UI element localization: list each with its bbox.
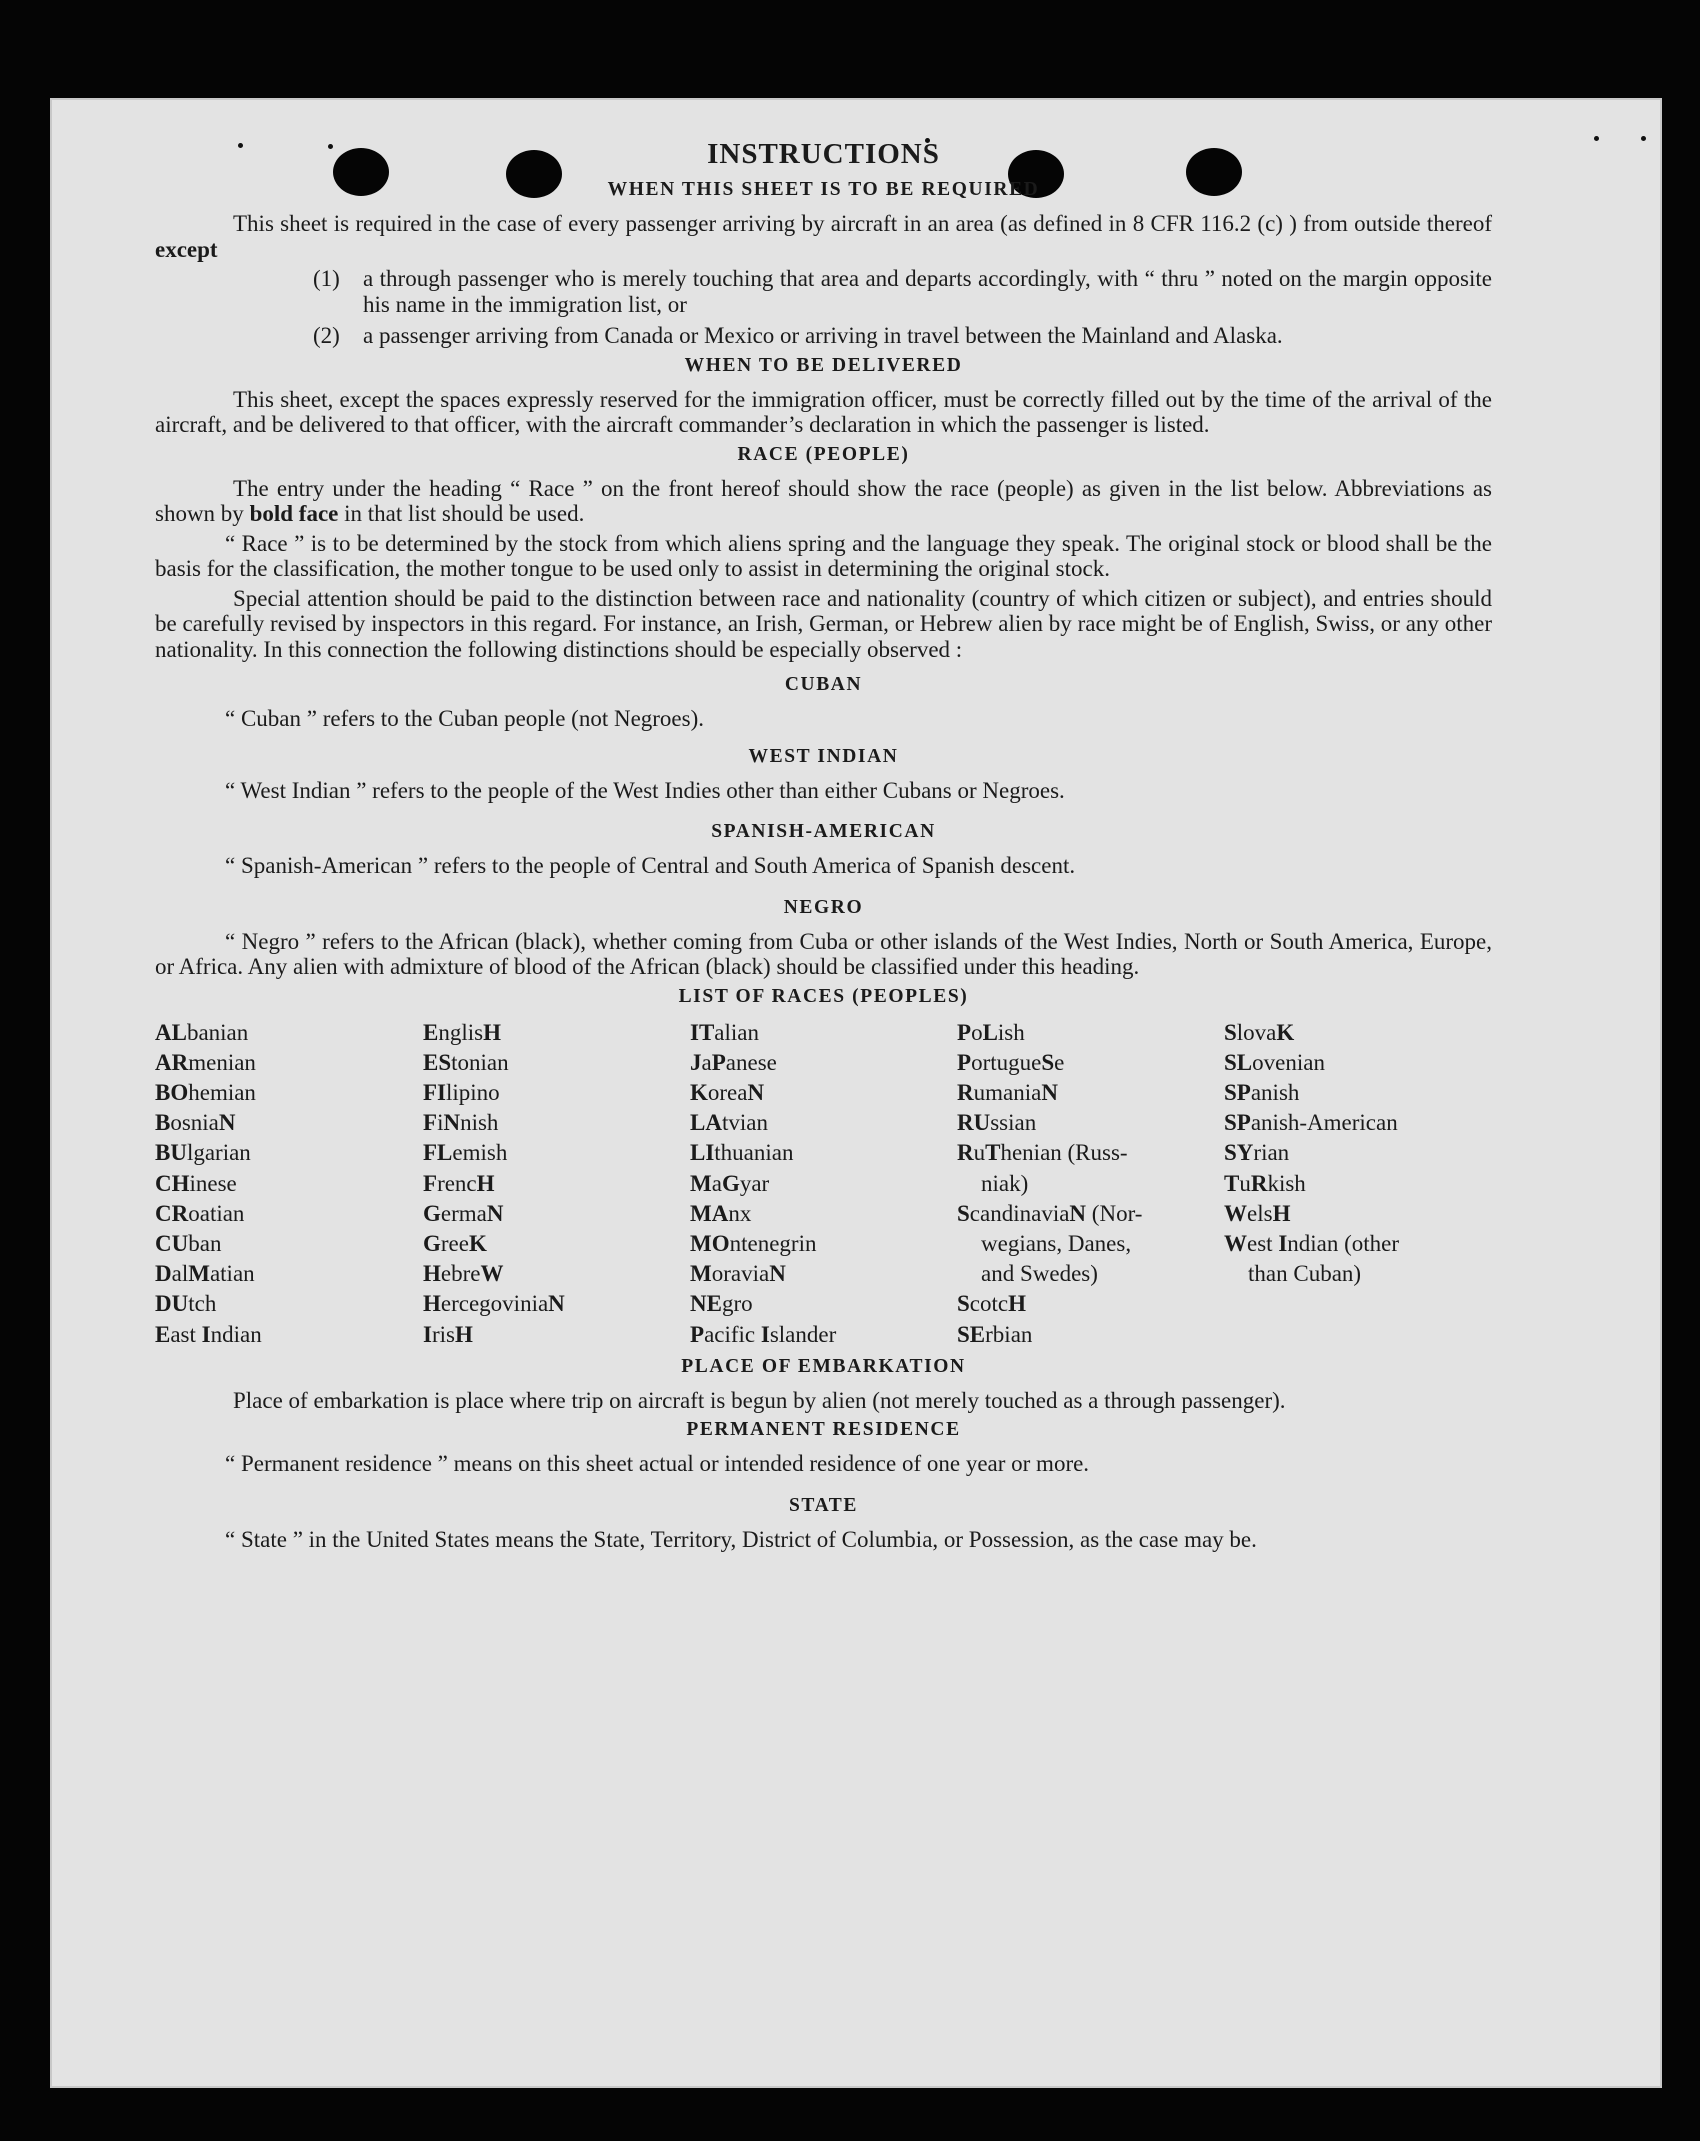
section-heading-negro: NEGRO xyxy=(783,896,864,918)
race-entry: EStonian xyxy=(423,1049,509,1075)
race-entry: WelsH xyxy=(1224,1200,1291,1226)
race-entry: KoreaN xyxy=(690,1079,765,1105)
race-entry: ARmenian xyxy=(155,1049,256,1075)
race-entry: SLovenian xyxy=(1224,1049,1325,1075)
race-entry: BOhemian xyxy=(155,1079,256,1105)
race-paragraph-2: “ Race ” is to be determined by the stock from which aliens spring and the language they speak. The original stock or blood shall be the basis for the classification, the mother tongue to be used only to assist in determining the original stock. xyxy=(155,530,1492,581)
race-entry: RuThenian (Russ- xyxy=(957,1140,1128,1166)
race-paragraph-1: The entry under the heading “ Race ” on the front hereof should show the race (people) as given in the list below. Abbreviations as shown by bold face in that list should be used. xyxy=(155,475,1492,526)
race-entry: IrisH xyxy=(423,1321,473,1347)
race-entry: PoLish xyxy=(957,1019,1025,1045)
race-column xyxy=(155,1018,423,1350)
race-entry: BosniaN xyxy=(155,1110,236,1136)
race-entry: niak) xyxy=(981,1170,1029,1196)
when-required-intro: This sheet is required in the case of every passenger arriving by aircraft in an area (as defined in 8 CFR 116.2 (c) ) from outside thereof except xyxy=(155,211,1492,262)
race-entry: FLemish xyxy=(423,1140,508,1166)
west-indian-text: “ West Indian ” refers to the people of the West Indies other than either Cubans or Negroes. xyxy=(225,777,1065,803)
section-heading-race: RACE (PEOPLE) xyxy=(737,443,910,465)
race-entry: CRoatian xyxy=(155,1200,245,1226)
race-entry: GreeK xyxy=(423,1230,487,1256)
section-heading-permanent-residence: PERMANENT RESIDENCE xyxy=(686,1419,961,1441)
negro-text: “ Negro ” refers to the African (black), whether coming from Cuba or other islands of the West Indies, North or South America, Europe, or Africa. Any alien with admixture of blood of the African (black) should be classified under this heading. xyxy=(155,928,1492,979)
page-title: INSTRUCTIONS xyxy=(707,138,940,170)
section-heading-embarkation: PLACE OF EMBARKATION xyxy=(681,1355,966,1377)
race-entry: GermaN xyxy=(423,1200,504,1226)
when-delivered-text: This sheet, except the spaces expressly reserved for the immigration officer, must be correctly filled out by the time of the arrival of the aircraft, and be delivered to that officer, with the aircraft commander’s declaration in which the passenger is listed. xyxy=(155,386,1492,437)
race-entry: than Cuban) xyxy=(1248,1261,1362,1287)
section-heading-west-indian: WEST INDIAN xyxy=(748,745,899,767)
spanish-american-text: “ Spanish-American ” refers to the people of Central and South America of Spanish descent. xyxy=(225,853,1076,878)
race-entry: SPanish xyxy=(1224,1079,1300,1105)
state-text: “ State ” in the United States means the State, Territory, District of Columbia, or Possession, as the case may be. xyxy=(225,1526,1257,1552)
race-entry: LAtvian xyxy=(690,1110,768,1136)
race-entry: FrencH xyxy=(423,1170,495,1196)
race-entry: SErbian xyxy=(957,1321,1033,1347)
race-entry: ALbanian xyxy=(155,1019,249,1045)
race-entry: PortugueSe xyxy=(957,1049,1065,1075)
race-entry: NEgro xyxy=(690,1291,753,1317)
race-entry: FiNnish xyxy=(423,1110,499,1136)
section-heading-spanish-american: SPANISH-AMERICAN xyxy=(711,821,936,842)
race-entry: DUtch xyxy=(155,1291,217,1317)
race-entry: HebreW xyxy=(423,1261,504,1287)
race-column xyxy=(690,1018,957,1350)
race-entry: West Indian (other xyxy=(1224,1230,1400,1256)
race-entry: MaGyar xyxy=(690,1170,770,1196)
race-column xyxy=(957,1018,1224,1350)
section-heading-list-of-races: LIST OF RACES (PEOPLES) xyxy=(678,985,969,1007)
race-entry: ITalian xyxy=(690,1019,759,1045)
dust-speck xyxy=(1594,136,1599,141)
dust-speck xyxy=(1641,136,1646,141)
permanent-residence-text: “ Permanent residence ” means on this sheet actual or intended residence of one year or more. xyxy=(225,1451,1090,1477)
race-entry: EnglisH xyxy=(423,1019,501,1045)
section-heading-when-required: WHEN THIS SHEET IS TO BE REQUIRED xyxy=(607,179,1040,200)
race-column xyxy=(1224,1018,1492,1350)
race-entry: TuRkish xyxy=(1224,1170,1306,1196)
race-entry: CUban xyxy=(155,1230,222,1256)
race-entry: SYrian xyxy=(1224,1140,1290,1166)
race-entry: wegians, Danes, xyxy=(981,1230,1132,1256)
race-entry: and Swedes) xyxy=(981,1261,1098,1287)
exception-item: (2) a passenger arriving from Canada or Mexico or arriving in travel between the Mainland and Alaska. xyxy=(313,323,1283,348)
race-entry: LIthuanian xyxy=(690,1140,794,1166)
race-entry: RUssian xyxy=(957,1110,1037,1136)
race-entry: ScotcH xyxy=(957,1291,1026,1317)
race-entry: BUlgarian xyxy=(155,1140,251,1166)
race-paragraph-3: Special attention should be paid to the distinction between race and nationality (country of which citizen or subject), and entries should be carefully revised by inspectors in this regard. For instance, an Irish, German, or Hebrew alien by race might be of English, Swiss, or any other nationality. In this connection the following distinctions should be especially observed : xyxy=(155,585,1492,662)
race-entry: JaPanese xyxy=(690,1049,777,1075)
race-entry: CHinese xyxy=(155,1170,237,1196)
race-entry: MOntenegrin xyxy=(690,1230,817,1256)
race-entry: RumaniaN xyxy=(957,1079,1058,1105)
race-entry: MAnx xyxy=(690,1200,752,1226)
race-entry: ScandinaviaN (Nor- xyxy=(957,1200,1143,1226)
section-heading-when-delivered: WHEN TO BE DELIVERED xyxy=(684,354,963,376)
race-entry: SlovaK xyxy=(1224,1019,1295,1045)
race-entry: SPanish-American xyxy=(1224,1110,1398,1136)
race-entry: MoraviaN xyxy=(690,1261,786,1287)
race-entry: Pacific Islander xyxy=(690,1321,837,1347)
section-heading-cuban: CUBAN xyxy=(784,674,863,695)
section-heading-state: STATE xyxy=(788,1494,859,1516)
race-entry: HercegoviniaN xyxy=(423,1291,565,1317)
race-column xyxy=(423,1018,690,1350)
embarkation-text: Place of embarkation is place where trip on aircraft is begun by alien (not merely touched as a through passenger). xyxy=(233,1387,1286,1413)
race-entry: DalMatian xyxy=(155,1261,255,1287)
race-list xyxy=(155,1018,1492,1350)
race-entry: East Indian xyxy=(155,1321,262,1347)
cuban-text: “ Cuban ” refers to the Cuban people (not Negroes). xyxy=(225,706,705,731)
exception-item: (1) a through passenger who is merely touching that area and departs accordingly, with “ thru ” noted on the margin opposite his name in the immigration list, or xyxy=(313,266,1492,317)
race-entry: FIlipino xyxy=(423,1079,500,1105)
instructions-content xyxy=(155,138,1492,1556)
